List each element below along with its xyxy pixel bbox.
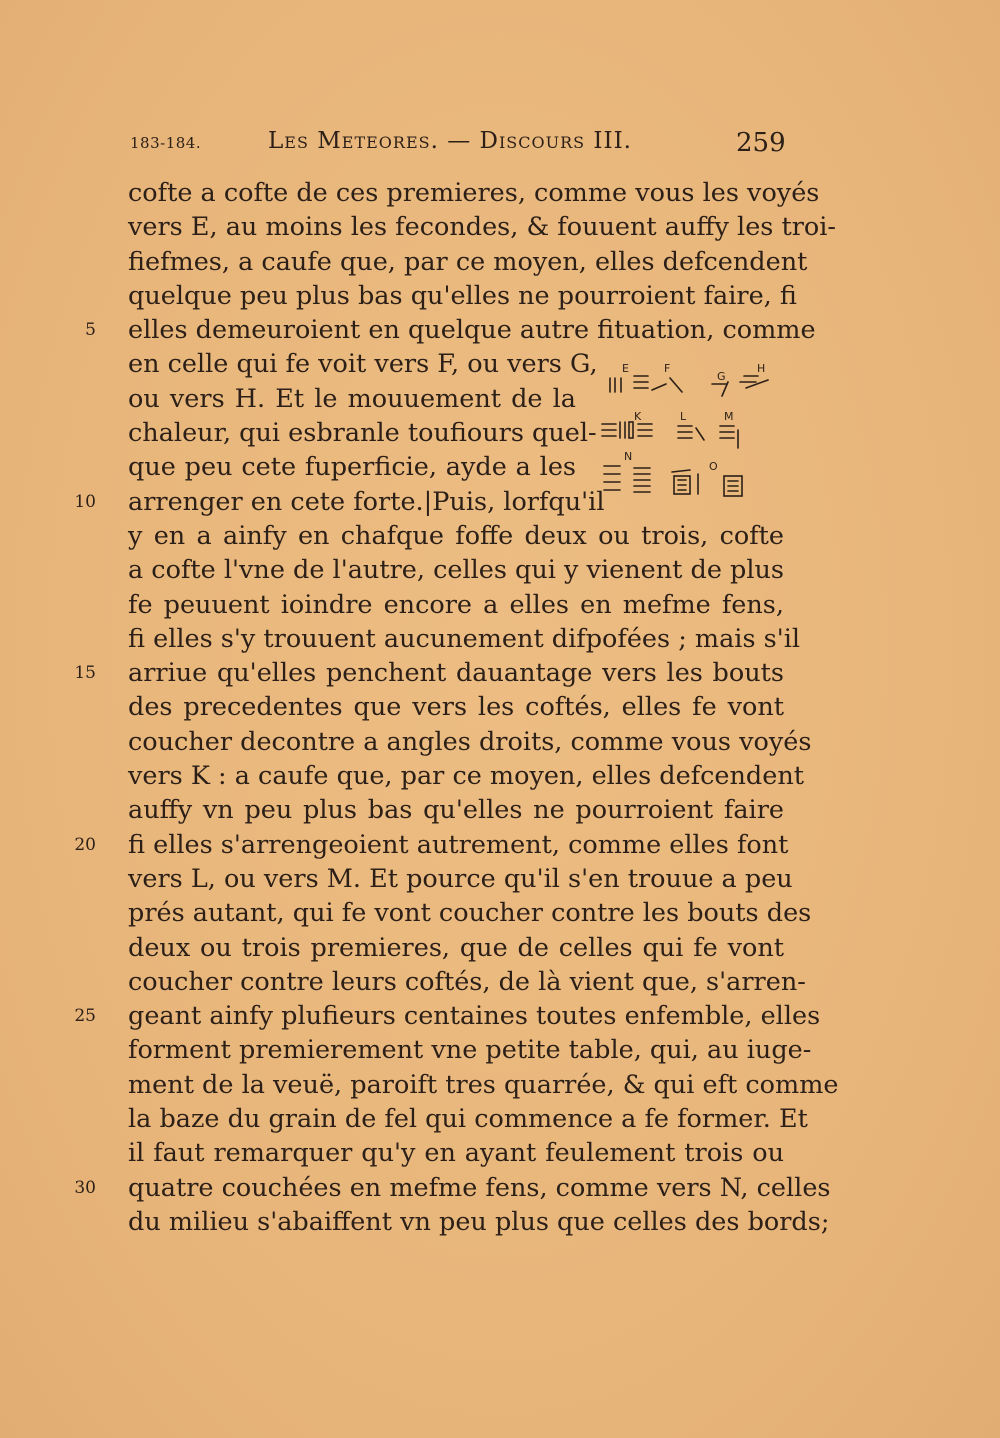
figure-label: N bbox=[624, 450, 633, 463]
line-number: 5 bbox=[85, 320, 96, 341]
particle-group-m bbox=[720, 426, 738, 448]
text-line: ment de la veuë, paroift tres quarrée, & qui eft comme bbox=[128, 1069, 839, 1100]
figure-illustration bbox=[598, 358, 778, 508]
figure-label: O bbox=[709, 460, 718, 473]
figure-label: H bbox=[757, 362, 766, 375]
text-line: a cofte l'vne de l'autre, celles qui y vienent de plus bbox=[128, 555, 785, 586]
header-title: Les Meteores. — Discours III. bbox=[268, 128, 632, 154]
text-line: la baze du grain de fel qui commence a fe former. Et bbox=[128, 1104, 808, 1135]
figure-label: L bbox=[680, 410, 687, 423]
line-number: 15 bbox=[74, 663, 96, 684]
text-line: fi elles s'arrengeoient autrement, comme elles font bbox=[128, 829, 789, 860]
text-line: y en a ainfy en chafque foffe deux ou trois, cofte bbox=[128, 520, 784, 551]
text-line: deux ou trois premieres, que de celles qui fe vont bbox=[128, 932, 784, 963]
text-line: arriue qu'elles penchent dauantage vers les bouts bbox=[128, 658, 784, 689]
figure-label: E bbox=[622, 362, 629, 375]
text-line: il faut remarquer qu'y en ayant feulement trois ou bbox=[128, 1138, 784, 1169]
text-line: geant ainfy plufieurs centaines toutes enfemble, elles bbox=[128, 1001, 821, 1032]
text-line: ou vers H. Et le mouuement de la bbox=[128, 383, 576, 414]
text-line: du milieu s'abaiffent vn peu plus que celles des bords; bbox=[128, 1206, 830, 1237]
particle-group-f bbox=[652, 378, 682, 392]
text-line: forment premierement vne petite table, qui, au iuge- bbox=[128, 1035, 812, 1066]
text-line: quelque peu plus bas qu'elles ne pourroient faire, fi bbox=[128, 280, 797, 311]
text-line: quatre couchées en mefme fens, comme vers N, celles bbox=[128, 1172, 831, 1203]
text-line: que peu cete fuperficie, ayde a les bbox=[128, 452, 576, 483]
body-text bbox=[128, 176, 839, 1239]
text-line: prés autant, qui fe vont coucher contre les bouts des bbox=[128, 898, 812, 929]
text-line: des precedentes que vers les coftés, elles fe vont bbox=[128, 692, 784, 723]
particle-group-e bbox=[610, 376, 648, 392]
particle-group-l bbox=[678, 426, 704, 440]
text-line: coucher decontre a angles droits, comme vous voyés bbox=[128, 726, 812, 757]
figure-label: G bbox=[717, 370, 726, 383]
header-page-range: 183-184. bbox=[130, 134, 202, 152]
text-line: en celle qui fe voit vers F, ou vers G, bbox=[128, 349, 598, 380]
line-number: 30 bbox=[74, 1177, 96, 1198]
line-number: 20 bbox=[74, 834, 96, 855]
text-line: chaleur, qui esbranle toufiours quel- bbox=[128, 418, 597, 449]
running-header bbox=[0, 128, 1000, 158]
text-line: fe peuuent ioindre encore a elles en mefme fens, bbox=[128, 589, 784, 620]
text-line: cofte a cofte de ces premieres, comme vous les voyés bbox=[128, 178, 820, 208]
text-line: fi elles s'y trouuent aucunement difpofées ; mais s'il bbox=[128, 623, 801, 654]
particle-group-k bbox=[602, 422, 652, 438]
text-line: vers L, ou vers M. Et pource qu'il s'en trouue a peu bbox=[128, 863, 793, 894]
page-number: 259 bbox=[736, 128, 786, 158]
line-number: 25 bbox=[74, 1006, 96, 1027]
text-line: elles demeuroient en quelque autre fituation, comme bbox=[128, 315, 816, 346]
particle-group-n bbox=[604, 466, 650, 492]
text-line: auffy vn peu plus bas qu'elles ne pourroient faire bbox=[128, 795, 784, 826]
text-line: arrenger en cete forte.|Puis, lorfqu'il bbox=[128, 486, 605, 517]
particle-group-o bbox=[672, 470, 742, 496]
figure-label: F bbox=[664, 362, 671, 375]
text-line: coucher contre leurs coftés, de là vient que, s'arren- bbox=[128, 966, 806, 997]
line-number: 10 bbox=[74, 491, 96, 512]
text-line: vers E, au moins les fecondes, & fouuent auffy les troi- bbox=[128, 212, 837, 243]
text-line: fiefmes, a caufe que, par ce moyen, elles defcendent bbox=[128, 246, 808, 277]
text-line: vers K : a caufe que, par ce moyen, elles defcendent bbox=[128, 761, 805, 792]
salt-particles-figure bbox=[598, 358, 778, 508]
figure-label: M bbox=[724, 410, 734, 423]
figure-label: K bbox=[634, 410, 642, 423]
